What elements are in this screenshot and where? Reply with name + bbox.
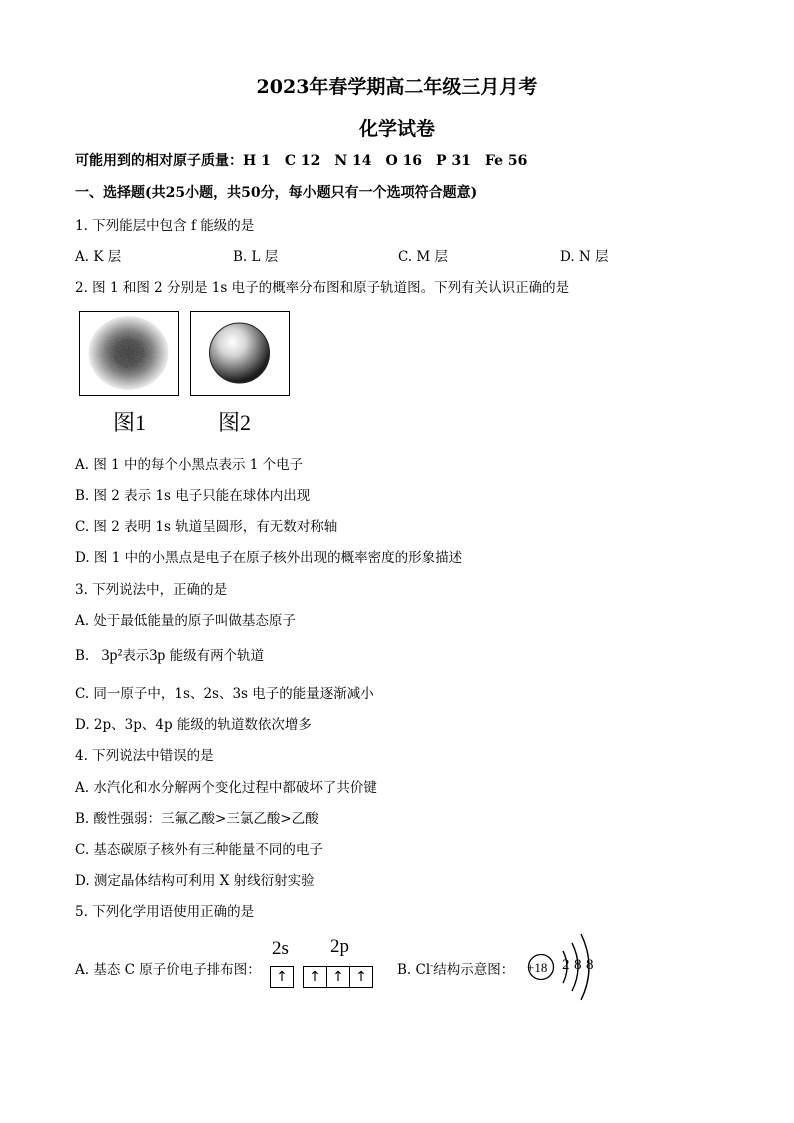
q3-option-b-mid: 表示 [122, 648, 150, 664]
electron-cloud-graphic [80, 312, 177, 394]
q3-option-d: D. 2p、3p、4p 能级的轨道数依次增多 [75, 717, 312, 733]
q1-option-b: B. L 层 [233, 249, 279, 265]
orbital-box-2p-3 [349, 966, 373, 988]
sphere-graphic [191, 312, 288, 394]
q3-stem: 3. 下列说法中，正确的是 [75, 582, 228, 598]
shell-2-count: 8 [574, 957, 582, 973]
q4-option-d: D. 测定晶体结构可利用 X 射线衍射实验 [75, 873, 315, 889]
up-arrow-icon: ↑ [309, 969, 321, 985]
q3-option-b-text: 能级有两个轨道 [169, 648, 265, 664]
orbital-box-2p-2 [326, 966, 350, 988]
orbital-box-2s [270, 966, 294, 988]
q5-stem: 5. 下列化学用语使用正确的是 [75, 904, 255, 920]
figure-1-probability-cloud [79, 311, 179, 396]
shell-3-count: 8 [586, 957, 594, 973]
up-arrow-icon: ↑ [355, 969, 367, 985]
q2-option-b: B. 图 2 表示 1s 电子只能在球体内出现 [75, 488, 311, 504]
up-arrow-icon: ↑ [276, 969, 288, 985]
q5-option-b-label: B. Cl [397, 962, 431, 978]
q3-option-c: C. 同一原子中，1s、2s、3s 电子的能量逐渐减小 [75, 686, 374, 702]
exam-title: 2023年春学期高二年级三月月考 [256, 76, 538, 98]
q5-option-b-charge: - [430, 961, 434, 972]
q5-option-b-text: 结构示意图： [433, 962, 515, 978]
q4-option-c: C. 基态碳原子核外有三种能量不同的电子 [75, 842, 323, 858]
q2-option-c: C. 图 2 表明 1s 轨道呈圆形，有无数对称轴 [75, 519, 338, 535]
q3-option-b-formula: 3p² [101, 647, 123, 664]
q2-option-a: A. 图 1 中的每个小黑点表示 1 个电子 [75, 457, 304, 473]
section-heading: 一、选择题(共25小题，共50分，每小题只有一个选项符合题意) [75, 185, 478, 201]
q3-option-a: A. 处于最低能量的原子叫做基态原子 [75, 613, 296, 629]
q4-stem: 4. 下列说法中错误的是 [75, 748, 214, 764]
q1-option-c: C. M 层 [398, 249, 449, 265]
exam-subtitle: 化学试卷 [358, 118, 435, 140]
orbital-label-2p: 2p [330, 936, 349, 957]
orbital-label-2s: 2s [272, 938, 289, 959]
figure-1-caption: 图1 [113, 410, 147, 435]
orbital-box-2p-1 [303, 966, 327, 988]
q1-option-a: A. K 层 [75, 249, 122, 265]
q5-option-a: A. 基态 C 原子价电子排布图： [75, 962, 261, 978]
q3-option-b-label: B. [75, 648, 90, 664]
atomic-mass-line: 可能用到的相对原子质量：H 1 C 12 N 14 O 16 P 31 Fe 56 [75, 153, 528, 169]
shell-1-count: 2 [562, 957, 570, 973]
q2-stem: 2. 图 1 和图 2 分别是 1s 电子的概率分布图和原子轨道图。下列有关认识正确的是 [75, 280, 570, 296]
q4-option-b: B. 酸性强弱：三氟乙酸>三氯乙酸>乙酸 [75, 811, 319, 827]
q3-option-b-term: 3p [149, 647, 166, 664]
q1-option-d: D. N 层 [560, 249, 609, 265]
q4-option-a: A. 水汽化和水分解两个变化过程中都破坏了共价键 [75, 780, 377, 796]
q5-option-b [397, 958, 514, 978]
q2-option-d: D. 图 1 中的小黑点是电子在原子核外出现的概率密度的形象描述 [75, 550, 463, 566]
q1-stem: 1. 下列能层中包含 f 能级的是 [75, 218, 255, 234]
figure-2-orbital-sphere [190, 311, 290, 396]
q3-option-b [75, 644, 264, 665]
figure-2-caption: 图2 [218, 410, 252, 435]
nucleus-charge: +18 [527, 960, 548, 975]
up-arrow-icon: ↑ [332, 969, 344, 985]
